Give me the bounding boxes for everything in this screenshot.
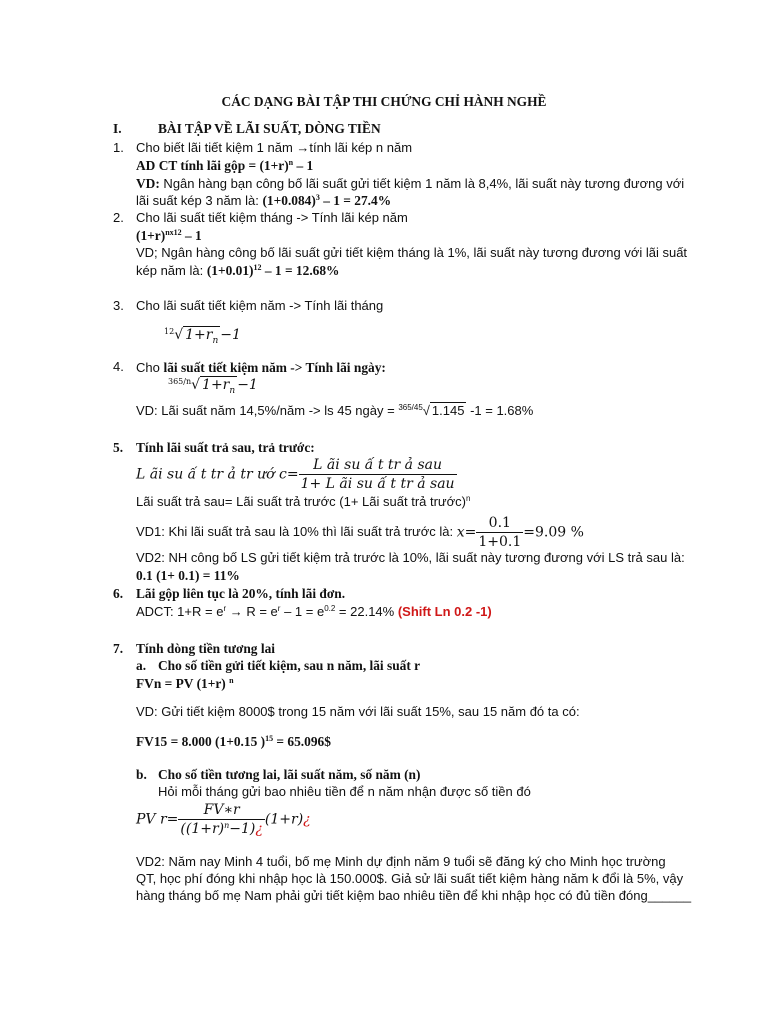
item-2-number: 2. xyxy=(113,210,124,225)
item-6-formula: ADCT: $1+R = e^r \to R = e^r - 1 = e^{0.2} = 22.14\%$ (Shift Ln 0.2 -1) xyxy=(136,604,492,619)
item-5-vd1: VD1: Khi lãi suất trả sau là 10% thì lãi suất trả trước là: x= $\frac{0.1}{1+0.1}$ =9.09 % xyxy=(136,515,584,551)
item-2-example: VD; Ngân hàng công bố lãi suất gửi tiết kiệm tháng là 1%, lãi suất này tương đương với lãi suất xyxy=(136,245,688,260)
item-3-root-formula: $^{12}$√ $1+r_n -1$ xyxy=(164,327,241,346)
item-7b-question: Hỏi mỗi tháng gửi bao nhiêu tiền để n năm nhận được số tiền đó xyxy=(158,784,531,799)
item-6-title: Lãi gộp liên tục là 20%, tính lãi đơn. xyxy=(136,586,346,601)
section-title: BÀI TẬP VỀ LÃI SUẤT, DÒNG TIỀN xyxy=(158,121,381,136)
item-4-example: VD: Lãi suất năm 14,5%/năm -> ls 45 ngày = $^{365/45}$√ 1.145 -1 = 1.68% xyxy=(136,403,534,418)
section-number: I. xyxy=(113,121,122,136)
item-7a-label: a. xyxy=(136,658,147,673)
item-3-number: 3. xyxy=(113,298,124,313)
item-7b-vd2-line3: hàng tháng bố mẹ Nam phải gửi tiết kiệm bao nhiêu tiền để khi nhập học có đủ tiền đóng______ xyxy=(136,888,692,903)
item-7a-formula: FVn = PV (1+r) $^n$ xyxy=(136,676,234,691)
item-1-text: Cho biết lãi tiết kiệm 1 năm →tính lãi kép n năm xyxy=(136,140,413,155)
item-7a-example: VD: Gửi tiết kiệm 8000$ trong 15 năm với lãi suất 15%, sau 15 năm đó ta có: xyxy=(136,704,580,719)
page-title: CÁC DẠNG BÀI TẬP THI CHỨNG CHỈ HÀNH NGHỀ xyxy=(221,94,547,109)
item-6-number: 6. xyxy=(113,586,124,601)
item-5-vd2-result: 0.1 (1+ 0.1) = 11% xyxy=(136,568,240,583)
item-4-text: Cho lãi suất tiết kiệm năm -> Tính lãi ngày: xyxy=(136,360,386,375)
item-7a-result: FV15 = 8.000 (1+0.15 )$^{15}$ = 65.096$ xyxy=(136,734,331,749)
item-1-formula: AD CT tính lãi gộp = $(1+r)^n - 1$ xyxy=(136,158,314,173)
item-7b-vd2-line2: QT, học phí đóng khi nhập học là 150.000$. Giả sử lãi suất tiết kiệm hàng năm k đổi là 5%, vậy xyxy=(136,871,684,886)
item-5-line2: Lãi suất trả sau= Lãi suất trả trước (1+ Lãi suất trả trước)$^n$ xyxy=(136,494,471,509)
item-7b-label: b. xyxy=(136,767,147,782)
item-4-number: 4. xyxy=(113,359,124,374)
item-7-title: Tính dòng tiền tương lai xyxy=(136,641,275,656)
item-7b-text: Cho số tiền tương lai, lãi suất năm, số năm (n) xyxy=(158,767,421,782)
item-1-example-cont: lãi suất kép 3 năm là: $(1+0.084)^3 - 1 = 27.4\%$ xyxy=(136,193,392,208)
item-1-example: VD: Ngân hàng bạn công bố lãi suất gửi tiết kiệm 1 năm là 8,4%, lãi suất này tương đương với xyxy=(136,176,685,191)
item-3-text: Cho lãi suất tiết kiệm năm -> Tính lãi tháng xyxy=(136,298,384,313)
item-7b-formula: PV r= $\frac{FV∗r}{((1+r)^n-1)¿}$ (1+r)¿ xyxy=(136,802,311,838)
item-7b-vd2-line1: VD2: Năm nay Minh 4 tuổi, bố mẹ Minh dự định năm 9 tuổi sẽ đăng ký cho Minh học trường xyxy=(136,854,666,869)
item-5-number: 5. xyxy=(113,440,124,455)
item-5-title: Tính lãi suất trả sau, trả trước: xyxy=(136,440,315,455)
item-7-number: 7. xyxy=(113,641,124,656)
item-1-number: 1. xyxy=(113,140,124,155)
item-7a-text: Cho số tiền gửi tiết kiệm, sau n năm, lãi suất r xyxy=(158,658,421,673)
item-5-vd2: VD2: NH công bố LS gửi tiết kiệm trả trước là 10%, lãi suất này tương đương với LS trả sau là: xyxy=(136,550,685,565)
item-5-formula: L ãi su ấ t tr ả tr ướ c= $\frac{\text{L ãi su ấ t tr ả sau}}{\text{1+ L ãi su ấ t tr ả sau}}$ xyxy=(136,457,455,493)
item-4-root-formula: $^{365/n}$√ $1+r_n -1$ xyxy=(168,377,258,396)
item-2-formula: $(1+r)^{nx12} - 1$ xyxy=(136,228,202,243)
item-2-text: Cho lãi suất tiết kiệm tháng -> Tính lãi kép năm xyxy=(136,210,408,225)
item-2-example-cont: kép năm là: $(1+0.01)^{12} - 1 = 12.68\%$ xyxy=(136,263,340,278)
